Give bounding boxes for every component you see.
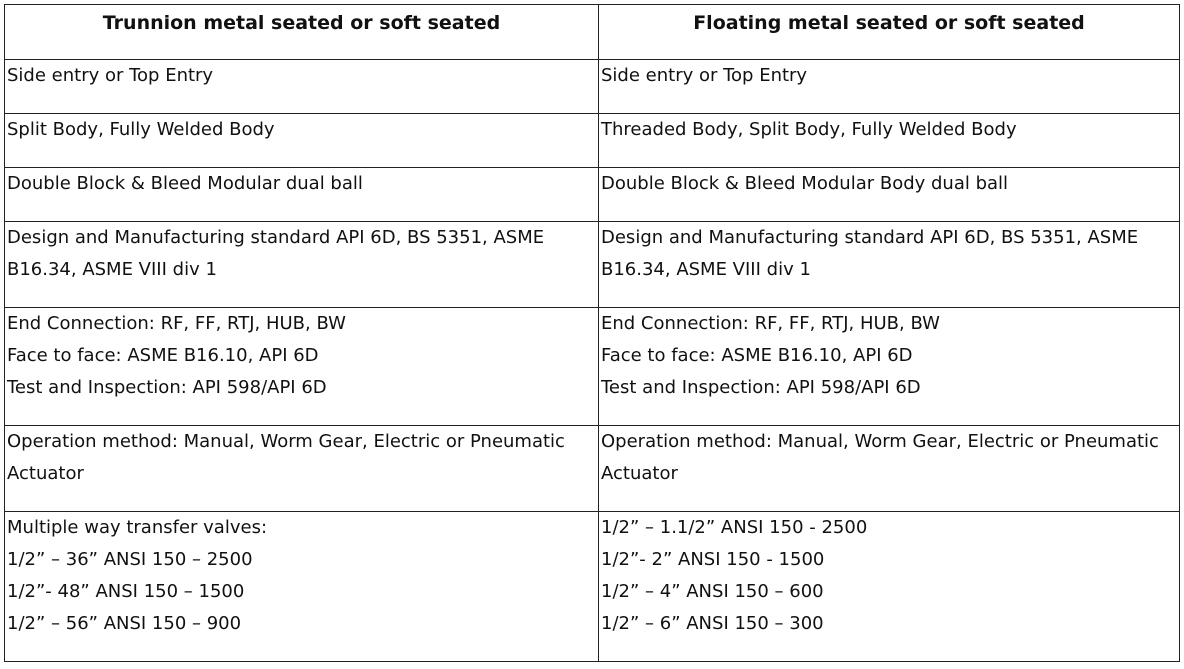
table-row — [5, 222, 1180, 308]
cell-text: Operation method: Manual, Worm Gear, Electric or Pneumatic Actuator — [7, 431, 565, 484]
cell-text: 1/2” – 6” ANSI 150 – 300 — [601, 613, 824, 634]
cell-text: Face to face: ASME B16.10, API 6D — [601, 345, 913, 366]
cell-text: Design and Manufacturing standard API 6D, BS 5351, ASME B16.34, ASME VIII div 1 — [601, 227, 1139, 280]
cell-floating — [599, 114, 1180, 168]
cell-text: 1/2” – 1.1/2” ANSI 150 - 2500 — [601, 517, 868, 538]
cell-trunnion — [5, 168, 599, 222]
cell-text: End Connection: RF, FF, RTJ, HUB, BW — [7, 313, 346, 334]
cell-text: 1/2” – 36” ANSI 150 – 2500 — [7, 549, 253, 570]
table-row — [5, 60, 1180, 114]
table-row — [5, 426, 1180, 512]
cell-trunnion — [5, 114, 599, 168]
cell-text: Design and Manufacturing standard API 6D, BS 5351, ASME B16.34, ASME VIII div 1 — [7, 227, 545, 280]
valve-comparison-table — [4, 4, 1180, 662]
cell-text: End Connection: RF, FF, RTJ, HUB, BW — [601, 313, 940, 334]
cell-text: Operation method: Manual, Worm Gear, Electric or Pneumatic Actuator — [601, 431, 1159, 484]
cell-text: 1/2” – 4” ANSI 150 – 600 — [601, 581, 824, 602]
cell-floating — [599, 222, 1180, 308]
table-row — [5, 308, 1180, 426]
cell-text: Face to face: ASME B16.10, API 6D — [7, 345, 319, 366]
cell-trunnion — [5, 512, 599, 662]
cell-floating — [599, 168, 1180, 222]
cell-text: Side entry or Top Entry — [7, 65, 214, 86]
cell-text: Multiple way transfer valves: — [7, 517, 268, 538]
header-trunnion: Trunnion metal seated or soft seated — [5, 5, 599, 60]
cell-text: Test and Inspection: API 598/API 6D — [7, 377, 327, 398]
cell-text: Side entry or Top Entry — [601, 65, 808, 86]
cell-text: 1/2”- 2” ANSI 150 - 1500 — [601, 549, 825, 570]
cell-floating — [599, 512, 1180, 662]
header-row — [5, 5, 1180, 60]
table-row — [5, 512, 1180, 662]
cell-text: 1/2”- 48” ANSI 150 – 1500 — [7, 581, 245, 602]
table-row — [5, 168, 1180, 222]
cell-trunnion — [5, 308, 599, 426]
cell-floating — [599, 308, 1180, 426]
table-row — [5, 114, 1180, 168]
cell-text: Threaded Body, Split Body, Fully Welded Body — [601, 119, 1017, 140]
cell-text: Double Block & Bleed Modular Body dual ball — [601, 173, 1009, 194]
cell-text: Test and Inspection: API 598/API 6D — [601, 377, 921, 398]
cell-trunnion — [5, 426, 599, 512]
cell-trunnion — [5, 60, 599, 114]
cell-floating — [599, 426, 1180, 512]
cell-text: 1/2” – 56” ANSI 150 – 900 — [7, 613, 242, 634]
cell-trunnion — [5, 222, 599, 308]
cell-text: Split Body, Fully Welded Body — [7, 119, 275, 140]
cell-text: Double Block & Bleed Modular dual ball — [7, 173, 363, 194]
cell-floating — [599, 60, 1180, 114]
header-floating: Floating metal seated or soft seated — [599, 5, 1180, 60]
